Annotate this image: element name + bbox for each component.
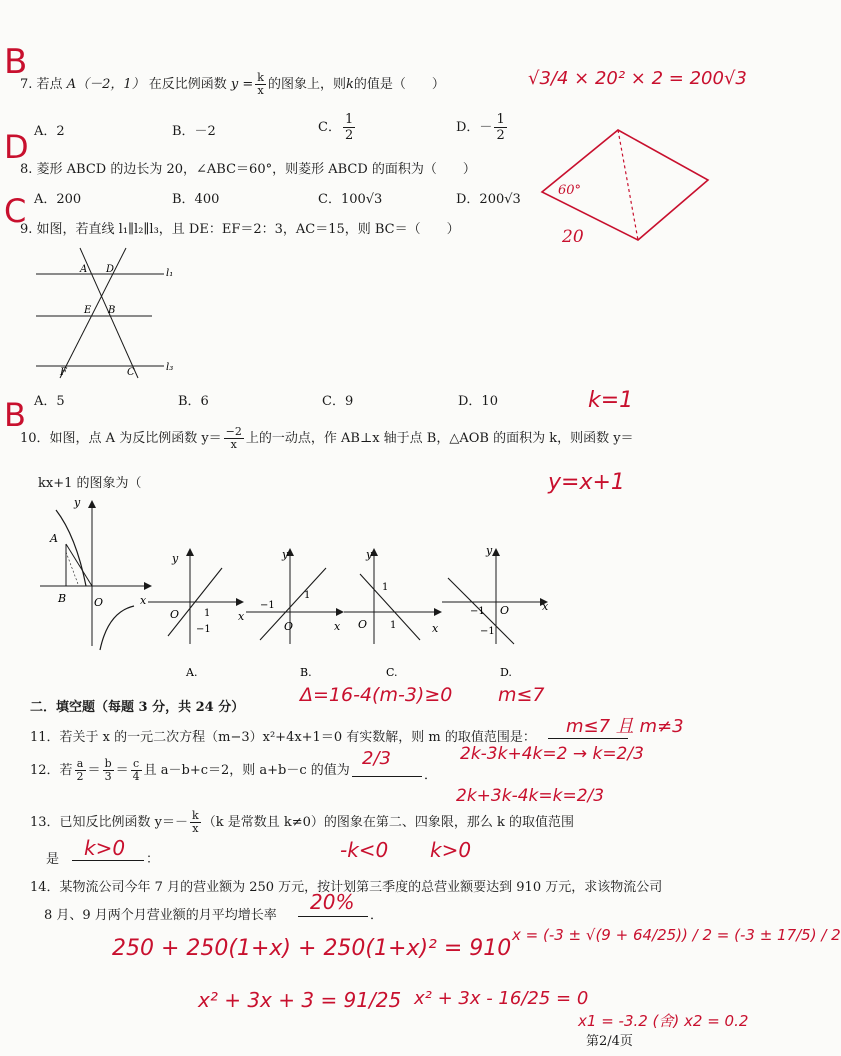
q9-option-c: C．9 xyxy=(322,394,354,409)
transversal-df xyxy=(60,248,126,378)
question-10-cont: kx+1 的图象为（ xyxy=(38,476,142,491)
q13-blank xyxy=(72,860,144,861)
q14-work-1: 250 + 250(1+x) + 250(1+x)² = 910 xyxy=(112,936,512,961)
q7-option-d: D．－ $\frac{1}{2}$ xyxy=(456,112,505,143)
q8-option-c: C．100√3 xyxy=(318,192,383,207)
q12-work-1: 2k-3k+4k=2 → k=2/3 xyxy=(460,744,644,764)
q14-end: ． xyxy=(370,908,384,923)
question-7: 7. 若点 A（－2，1） 在反比例函数 y = $\frac{k}{x}$ 的图象上，则k的值是（ ） xyxy=(20,71,445,97)
question-8: 8. 菱形 ABCD 的边长为 20，∠ABC＝60°，则菱形 ABCD 的面积为（ ） xyxy=(20,162,476,177)
q7-option-b: B．－2 xyxy=(172,124,216,139)
svg-text:O: O xyxy=(358,618,368,631)
q12-blank xyxy=(352,776,422,777)
svg-text:1: 1 xyxy=(304,590,311,601)
q12-end: ． xyxy=(424,768,438,783)
hyperbola-branch-2 xyxy=(56,510,86,586)
q8-option-b: B．400 xyxy=(172,192,220,207)
q11-blank xyxy=(548,738,628,739)
q7-option-a: A．2 xyxy=(34,124,65,139)
question-9: 9. 如图，若直线 l₁∥l₂∥l₃，且 DE：EF＝2：3，AC＝15，则 BC＝（ ） xyxy=(20,222,460,237)
svg-text:y: y xyxy=(486,544,493,557)
q14-work-3: x² + 3x + 3 = 91/25 xyxy=(198,988,402,1012)
q8-angle-label: 60° xyxy=(558,183,582,198)
label-A: A xyxy=(80,264,88,275)
hyperbola-branch-4 xyxy=(100,606,134,650)
question-14-cont: 8 月、9 月两个月营业额的月平均增长率 xyxy=(44,908,277,923)
q10-option-graph-d xyxy=(442,540,554,680)
q14-blank xyxy=(298,916,368,917)
label-O: O xyxy=(94,596,104,609)
q10-option-b-caption: B. xyxy=(300,666,312,679)
label-l1: l₁ xyxy=(166,268,174,279)
label-y: y xyxy=(74,496,81,509)
q11-work-2: m≤7 xyxy=(498,684,545,706)
q8-work: √3/4 × 20² × 2 = 200√3 xyxy=(528,68,747,89)
q10-func-work: y=x+1 xyxy=(548,470,625,495)
question-13: 13．已知反比例函数 y＝－ $\frac{k}{x}$ （k 是常数且 k≠0）的图象在第二、四象限，那么 k 的取值范围 xyxy=(30,809,575,835)
q8-option-a: A．200 xyxy=(34,192,82,207)
segment-ao xyxy=(66,544,92,586)
svg-text:x: x xyxy=(542,600,549,613)
q12-work-2: 2k+3k-4k=k=2/3 xyxy=(456,786,605,806)
svg-text:−1: −1 xyxy=(260,600,275,611)
q13-answer: k>0 xyxy=(84,836,126,860)
q10-hyperbola-figure xyxy=(36,496,156,656)
label-D: D xyxy=(106,264,115,275)
svg-text:O: O xyxy=(284,620,294,633)
q10-option-d-caption: D. xyxy=(500,666,512,679)
q8-option-d: D．200√3 xyxy=(456,192,521,207)
svg-text:−1: −1 xyxy=(470,606,485,617)
svg-text:x: x xyxy=(334,620,341,633)
q10-option-graph-b xyxy=(246,540,346,680)
question-14: 14．某物流公司今年 7 月的营业额为 250 万元，按计划第三季度的总营业额要达到 910 万元，求该物流公司 xyxy=(30,880,663,895)
q9-answer-mark: C xyxy=(4,192,27,230)
q10-option-c-caption: C. xyxy=(386,666,398,679)
svg-text:y: y xyxy=(172,552,179,565)
q8-answer-mark: D xyxy=(4,128,29,166)
svg-text:y: y xyxy=(282,548,289,561)
q8-rhombus-sketch xyxy=(528,120,718,250)
page-number: 第2/4页 xyxy=(586,1034,633,1049)
section-2-title: 二．填空题（每题 3 分，共 24 分） xyxy=(30,700,245,715)
q9-parallel-lines-figure xyxy=(30,244,190,380)
label-x: x xyxy=(140,594,147,607)
q13-end: ： xyxy=(146,852,160,867)
q10-option-a-caption: A. xyxy=(186,666,198,679)
q10-option-graph-c xyxy=(344,540,444,680)
svg-text:−1: −1 xyxy=(196,624,211,635)
question-12: 12．若 $\frac{a}{2}$ ＝ $\frac{b}{3}$ ＝ $\frac{c}{4}$ 且 a－b+c＝2，则 a+b－c 的值为 xyxy=(30,757,350,783)
q10-k-work: k=1 xyxy=(588,388,634,413)
q10-option-graph-a xyxy=(148,540,248,680)
q10-answer-mark: B xyxy=(4,396,26,434)
q11-work: Δ=16-4(m-3)≥0 xyxy=(300,684,453,706)
q7-option-c: C． $\frac{1}{2}$ xyxy=(318,112,354,143)
q7-answer-mark: B xyxy=(4,42,28,82)
q13-work-2: k>0 xyxy=(430,838,472,862)
q11-answer: m≤7 且 m≠3 xyxy=(566,716,684,737)
q9-option-a: A．5 xyxy=(34,394,65,409)
q13-work-1: -k<0 xyxy=(340,838,389,862)
label-A: A xyxy=(50,532,58,545)
q9-option-d: D．10 xyxy=(458,394,498,409)
question-11: 11．若关于 x 的一元二次方程（m−3）x²+4x+1＝0 有实数解，则 m 的取值范围是： xyxy=(30,730,536,745)
question-13-cont: 是 xyxy=(46,852,60,867)
question-10: 10．如图，点 A 为反比例函数 y＝ $\frac{-2}{x}$ 上的一动点，作 AB⊥x 轴于点 B，△AOB 的面积为 k，则函数 y＝ xyxy=(20,425,634,451)
svg-text:1: 1 xyxy=(204,608,211,619)
svg-text:x: x xyxy=(238,610,245,623)
label-F: F xyxy=(60,367,67,378)
svg-text:x: x xyxy=(432,622,439,635)
label-E: E xyxy=(84,305,92,316)
svg-text:1: 1 xyxy=(390,620,397,631)
q14-work-4: x² + 3x - 16/25 = 0 xyxy=(414,988,589,1009)
label-B: B xyxy=(58,592,67,605)
q9-option-b: B．6 xyxy=(178,394,209,409)
label-B: B xyxy=(108,305,116,316)
label-l3: l₃ xyxy=(166,362,174,373)
q14-work-2: x = (-3 ± √(9 + 64/25)) / 2 = (-3 ± 17/5) / 2 xyxy=(512,926,841,944)
svg-text:O: O xyxy=(500,604,510,617)
label-C: C xyxy=(127,367,135,378)
q8-side-label: 20 xyxy=(562,227,584,247)
q12-answer: 2/3 xyxy=(362,748,391,769)
svg-text:y: y xyxy=(366,548,373,561)
q14-answer: 20% xyxy=(310,890,355,914)
svg-text:O: O xyxy=(170,608,180,621)
q14-work-5: x1 = -3.2 (舍) x2 = 0.2 xyxy=(578,1012,749,1030)
svg-text:1: 1 xyxy=(382,582,389,593)
svg-text:−1: −1 xyxy=(480,626,495,637)
